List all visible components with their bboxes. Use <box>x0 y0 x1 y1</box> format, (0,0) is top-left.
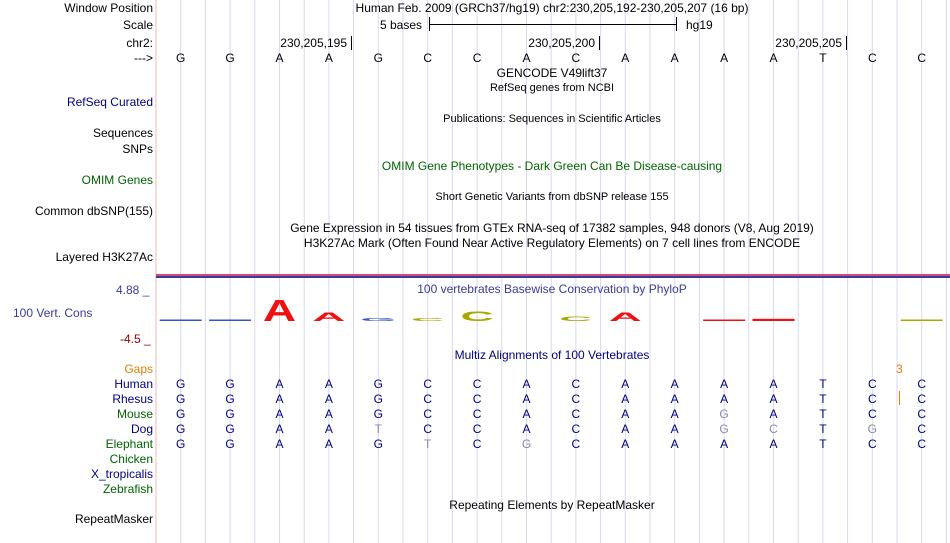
species-label-rhesus[interactable]: Rhesus <box>112 392 153 406</box>
alignment-base: G <box>176 437 186 451</box>
position-text[interactable]: Human Feb. 2009 (GRCh37/hg19) chr2:230,205,192-230,205,207 (16 bp) <box>355 1 749 15</box>
alignment-base: C <box>472 392 482 406</box>
alignment-base: T <box>819 377 827 391</box>
sequences-label[interactable]: Sequences <box>92 126 153 140</box>
alignment-base: A <box>769 392 778 406</box>
species-label-zebrafish[interactable]: Zebrafish <box>102 482 153 496</box>
repeatmasker-track-title[interactable]: Repeating Elements by RepeatMasker <box>449 498 655 512</box>
logo-letter: C <box>411 316 445 322</box>
alignment-base: A <box>324 437 333 451</box>
alignment-base: G <box>373 377 383 391</box>
sequence-base: G <box>225 51 235 65</box>
alignment-base: C <box>917 377 927 391</box>
alignment-base: A <box>275 377 284 391</box>
vert-cons-label[interactable]: 100 Vert. Cons <box>13 306 93 320</box>
alignment-base: G <box>225 407 235 421</box>
species-label-elephant[interactable]: Elephant <box>105 437 153 451</box>
alignment-base: T <box>819 422 827 436</box>
alignment-base: G <box>719 422 729 436</box>
alignment-base: C <box>917 407 927 421</box>
sequence-base: T <box>819 51 827 65</box>
snps-label[interactable]: SNPs <box>122 142 153 156</box>
alignment-base: A <box>670 437 679 451</box>
phylop-min-value: -4.5 _ <box>120 332 151 346</box>
alignment-base: A <box>275 392 284 406</box>
alignment-base: C <box>423 407 433 421</box>
repeatmasker-label[interactable]: RepeatMasker <box>74 512 153 526</box>
alignment-base: A <box>275 422 284 436</box>
scale-assembly: hg19 <box>686 18 713 32</box>
alignment-base: G <box>521 437 532 451</box>
alignment-base: A <box>621 437 630 451</box>
scale-text: 5 bases <box>380 18 423 32</box>
alignment-base: G <box>176 392 186 406</box>
alignment-base: A <box>621 407 630 421</box>
species-label-human[interactable]: Human <box>114 377 153 391</box>
logo-letter: C <box>559 315 593 323</box>
sequence-base: A <box>720 51 729 65</box>
alignment-base: A <box>769 407 778 421</box>
alignment-base: G <box>719 407 729 421</box>
sequence-base: A <box>275 51 284 65</box>
species-label-x_tropicalis[interactable]: X_tropicalis <box>90 467 153 481</box>
h3k27ac-track-title[interactable]: H3K27Ac Mark (Often Found Near Active Regulatory Elements) on 7 cell lines from ENCODE <box>303 236 801 250</box>
alignment-base: C <box>571 377 581 391</box>
sequence-base: G <box>176 51 186 65</box>
strand-label: ---> <box>134 51 153 65</box>
track-separator <box>156 276 950 278</box>
alignment-base: A <box>324 407 333 421</box>
alignment-base: G <box>373 407 383 421</box>
logo-bar <box>160 320 202 322</box>
scale-bar <box>429 17 677 31</box>
alignment-base: A <box>522 422 531 436</box>
logo-letter: C <box>460 308 494 325</box>
alignment-base: C <box>423 422 433 436</box>
omim-track-title[interactable]: OMIM Gene Phenotypes - Dark Green Can Be Disease-causing <box>381 159 723 173</box>
alignment-base: C <box>867 407 877 421</box>
alignment-base: A <box>720 437 729 451</box>
alignment-base: A <box>275 407 284 421</box>
alignment-base: G <box>225 437 235 451</box>
logo-bar <box>753 319 795 321</box>
alignment-base: A <box>670 377 679 391</box>
alignment-base: T <box>374 422 382 436</box>
alignment-base: C <box>472 377 482 391</box>
refseq-curated-label[interactable]: RefSeq Curated <box>66 95 153 109</box>
alignment-base: C <box>472 422 482 436</box>
alignment-base: G <box>867 422 877 436</box>
alignment-base: C <box>472 437 482 451</box>
phylop-track-title[interactable]: 100 vertebrates Basewise Conservation by PhyloP <box>417 282 687 296</box>
species-label-dog[interactable]: Dog <box>130 422 153 436</box>
alignment-base: A <box>621 377 630 391</box>
alignment-base: A <box>720 392 729 406</box>
gaps-count-marker: 3 <box>896 362 903 376</box>
alignment-base: A <box>621 422 630 436</box>
gaps-label: Gaps <box>124 362 153 376</box>
alignment-base: A <box>769 377 778 391</box>
alignment-base: C <box>423 392 433 406</box>
alignment-base: A <box>324 392 333 406</box>
coordinate-tick: 230,205,195 <box>280 36 352 50</box>
alignment-base: G <box>225 377 235 391</box>
sequence-base: A <box>522 51 531 65</box>
refseq-track-title[interactable]: RefSeq genes from NCBI <box>489 82 615 94</box>
sequence-base: G <box>373 51 383 65</box>
alignment-base: A <box>670 392 679 406</box>
phylop-max-value: 4.88 _ <box>116 283 150 297</box>
alignment-base: A <box>522 407 531 421</box>
alignment-base: A <box>621 392 630 406</box>
window-position-label: Window Position <box>64 1 153 15</box>
species-label-mouse[interactable]: Mouse <box>116 407 153 421</box>
gencode-track-title[interactable]: GENCODE V49lift37 <box>496 66 608 80</box>
alignment-base: T <box>819 437 827 451</box>
sequence-base: C <box>867 51 877 65</box>
gtex-track-title[interactable]: Gene Expression in 54 tissues from GTEx RNA-seq of 17382 samples, 948 donors (V8, Aug 2019) <box>290 221 814 235</box>
alignment-base: C <box>867 437 877 451</box>
alignment-base: C <box>917 392 927 406</box>
alignment-base: T <box>424 437 432 451</box>
alignment-base: A <box>324 422 333 436</box>
common-dbsnp-label[interactable]: Common dbSNP(155) <box>34 204 153 218</box>
sequence-base: C <box>472 51 482 65</box>
alignment-base: G <box>373 437 383 451</box>
coordinate-tick: 230,205,200 <box>528 36 600 50</box>
logo-letter: A <box>262 294 297 329</box>
alignment-base: A <box>670 407 679 421</box>
alignment-base: C <box>571 437 581 451</box>
sequence-base: C <box>571 51 581 65</box>
sequence-base: A <box>324 51 333 65</box>
coordinate-tick: 230,205,205 <box>775 36 847 50</box>
alignment-base: A <box>769 437 778 451</box>
alignment-base: C <box>571 392 581 406</box>
logo-bar <box>209 320 251 322</box>
sequence-base: A <box>621 51 630 65</box>
logo-bar <box>901 320 943 322</box>
logo-letter: G <box>360 316 397 322</box>
alignment-base: C <box>571 407 581 421</box>
omim-genes-label[interactable]: OMIM Genes <box>81 173 153 187</box>
logo-letter: A <box>608 310 642 324</box>
alignment-base: C <box>769 422 778 436</box>
sequence-base: A <box>670 51 679 65</box>
alignment-base: C <box>917 437 927 451</box>
alignment-base: A <box>522 392 531 406</box>
multiz-track-title[interactable]: Multiz Alignments of 100 Vertebrates <box>454 348 650 362</box>
alignment-base: A <box>522 377 531 391</box>
sequence-base: C <box>917 51 927 65</box>
sequence-base: A <box>769 51 778 65</box>
dbsnp-track-title[interactable]: Short Genetic Variants from dbSNP release 155 <box>435 191 669 203</box>
alignment-base: C <box>917 422 927 436</box>
alignment-base: C <box>472 407 482 421</box>
alignment-base: C <box>571 422 581 436</box>
alignment-base: G <box>176 407 186 421</box>
alignment-base: G <box>176 422 186 436</box>
alignment-base: A <box>275 437 284 451</box>
alignment-base: T <box>819 407 827 421</box>
publications-track-title[interactable]: Publications: Sequences in Scientific Articles <box>443 113 661 125</box>
alignment-base: G <box>176 377 186 391</box>
alignment-base: G <box>373 392 383 406</box>
alignment-base: C <box>423 377 433 391</box>
chrom-label: chr2: <box>126 36 153 50</box>
alignment-base: G <box>225 422 235 436</box>
species-label-chicken[interactable]: Chicken <box>109 452 153 466</box>
layered-h3k27ac-label[interactable]: Layered H3K27Ac <box>55 250 153 264</box>
logo-bar <box>703 320 745 322</box>
scale-label: Scale <box>122 18 153 32</box>
alignment-base: A <box>720 377 729 391</box>
alignment-base: C <box>867 392 877 406</box>
gap-insertion-mark <box>899 391 900 405</box>
alignment-base: T <box>819 392 827 406</box>
alignment-base: A <box>324 377 333 391</box>
logo-letter: A <box>312 310 346 324</box>
alignment-base: G <box>225 392 235 406</box>
alignment-base: A <box>670 422 679 436</box>
sequence-base: C <box>423 51 433 65</box>
alignment-base: C <box>867 377 877 391</box>
